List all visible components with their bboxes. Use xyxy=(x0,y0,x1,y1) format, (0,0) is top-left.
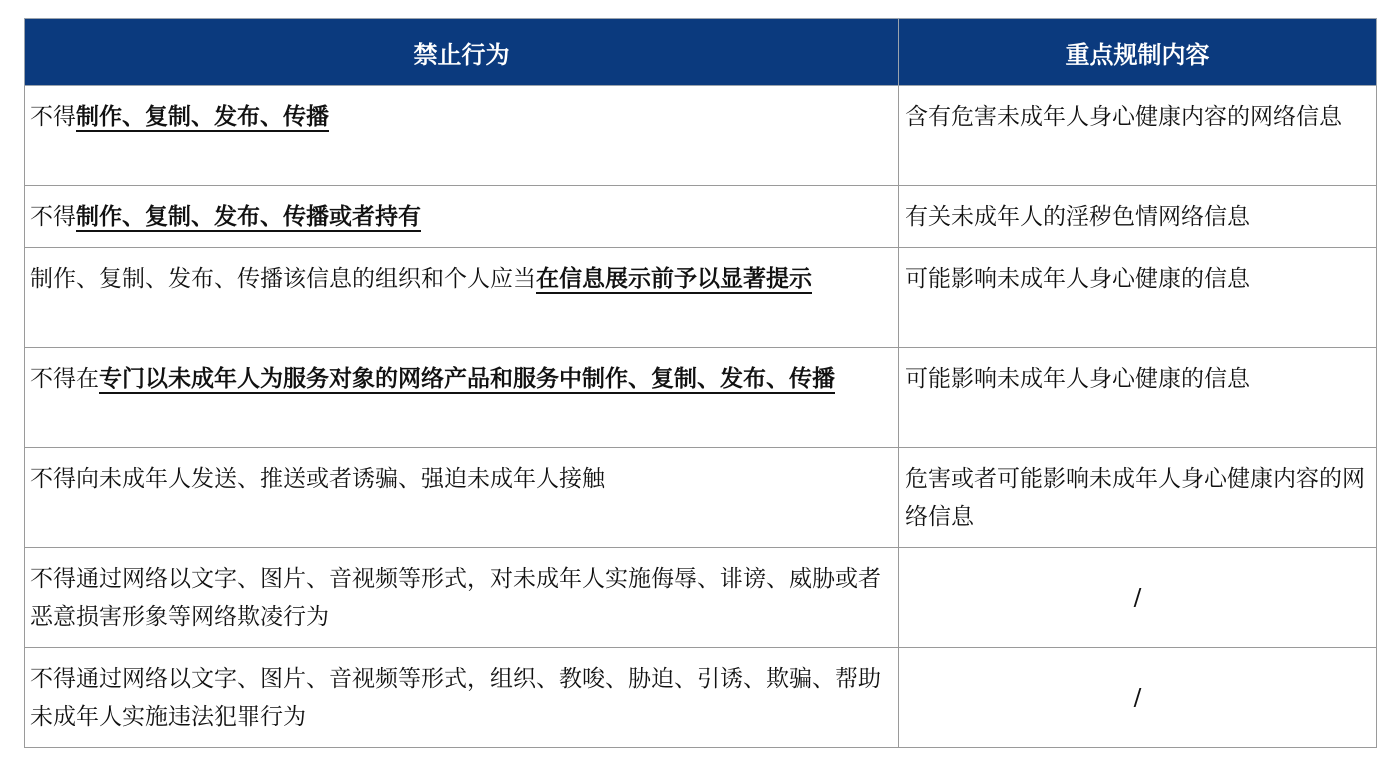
act-text: 不得向未成年人发送、推送或者诱骗、强迫未成年人接触 xyxy=(30,466,605,492)
act-text: 制作、复制、发布、传播该信息的组织和个人应当 xyxy=(30,266,536,292)
act-text: 不得 xyxy=(30,104,76,130)
act-text: 不得在 xyxy=(30,366,99,392)
regulated-content-cell: 有关未成年人的淫秽色情网络信息 xyxy=(899,186,1377,248)
prohibited-act-cell xyxy=(25,248,899,348)
regulated-content-cell: 含有危害未成年人身心健康内容的网络信息 xyxy=(899,86,1377,186)
table-header-row xyxy=(25,19,1377,86)
table-row xyxy=(25,186,1377,248)
regulated-content-cell: 可能影响未成年人身心健康的信息 xyxy=(899,248,1377,348)
table-row xyxy=(25,86,1377,186)
act-emphasis: 制作、复制、发布、传播 xyxy=(76,104,329,130)
regulation-table xyxy=(24,18,1377,748)
regulated-content-cell: / xyxy=(899,648,1377,748)
prohibited-act-cell xyxy=(25,348,899,448)
table-row xyxy=(25,348,1377,448)
regulated-content-cell: 可能影响未成年人身心健康的信息 xyxy=(899,348,1377,448)
act-emphasis: 专门以未成年人为服务对象的网络产品和服务中制作、复制、发布、传播 xyxy=(99,366,835,392)
prohibited-act-cell xyxy=(25,186,899,248)
prohibited-act-cell xyxy=(25,648,899,748)
act-emphasis: 制作、复制、发布、传播或者持有 xyxy=(76,204,421,230)
table-row xyxy=(25,248,1377,348)
regulated-content-cell: 危害或者可能影响未成年人身心健康内容的网络信息 xyxy=(899,448,1377,548)
table-row xyxy=(25,548,1377,648)
prohibited-act-cell xyxy=(25,86,899,186)
header-prohibited-acts: 禁止行为 xyxy=(25,19,899,86)
act-emphasis: 在信息展示前予以显著提示 xyxy=(536,266,812,292)
act-text: 不得通过网络以文字、图片、音视频等形式，组织、教唆、胁迫、引诱、欺骗、帮助未成年人实施违法犯罪行为 xyxy=(30,666,881,730)
prohibited-act-cell xyxy=(25,548,899,648)
table-row xyxy=(25,448,1377,548)
prohibited-act-cell xyxy=(25,448,899,548)
table-row xyxy=(25,648,1377,748)
act-text: 不得通过网络以文字、图片、音视频等形式，对未成年人实施侮辱、诽谤、威胁或者恶意损害形象等网络欺凌行为 xyxy=(30,566,881,630)
act-text: 不得 xyxy=(30,204,76,230)
regulated-content-cell: / xyxy=(899,548,1377,648)
header-regulated-content: 重点规制内容 xyxy=(899,19,1377,86)
